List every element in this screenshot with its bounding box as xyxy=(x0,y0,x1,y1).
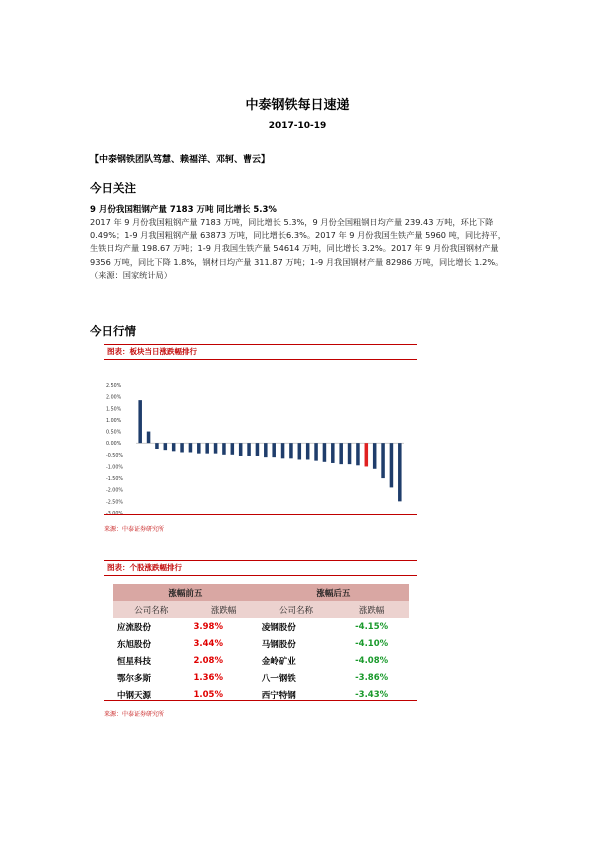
sector-bar xyxy=(390,443,394,487)
gainer-change: 2.08% xyxy=(193,655,223,666)
gainer-name: 中钢天源 xyxy=(117,690,152,701)
sector-bar xyxy=(239,443,243,456)
sector-bar xyxy=(180,443,184,452)
news-paragraph: 2017 年 9 月份我国粗钢产量 7183 万吨，同比增长 5.3%，9 月份全国粗钢日均产量 239.43 万吨，环比下降 0.49%；1-9 月我国粗钢产量 63873 万吨，同比增长6.3%。2017 年 9 月份我国生铁产量 5960 吨，同比持平，生铁日均产量 198.67 万吨；1-9 月我国生铁产量 54614 万吨，同比增长 3.2%。2017 年 9 月份我国钢材产量 9356 万吨，同比下降 1.8%，钢材日均产量 311.87 万吨；1-9 月我国钢材产量 82986 万吨，同比增长 1.2%。 xyxy=(90,217,506,267)
column-header: 公司名称 xyxy=(113,601,190,618)
section-heading-market: 今日行情 xyxy=(90,324,136,338)
y-tick-label: 0.50% xyxy=(106,430,122,436)
sector-bar xyxy=(197,443,201,453)
sector-bar xyxy=(164,443,168,450)
table-row xyxy=(113,652,409,669)
news-headline: 9 月份我国粗钢产量 7183 万吨 同比增长 5.3% xyxy=(90,205,277,215)
table-subheader-row xyxy=(113,601,409,618)
y-tick-label: 1.50% xyxy=(106,407,122,413)
figure-title: 图表：板块当日涨跌幅排行 xyxy=(104,344,417,360)
header-top-gainers: 涨幅前五 xyxy=(113,584,258,601)
column-header: 涨跌幅 xyxy=(190,601,258,618)
sector-bar xyxy=(314,443,318,460)
gainer-change: 3.98% xyxy=(193,621,223,632)
sector-bar xyxy=(348,443,352,464)
y-tick-label: -2.00% xyxy=(106,488,123,494)
column-header: 公司名称 xyxy=(258,601,335,618)
figure-title: 图表：个股涨跌幅排行 xyxy=(104,560,417,576)
sector-bar xyxy=(381,443,385,478)
table-row xyxy=(113,618,409,635)
loser-change: -3.86% xyxy=(355,672,389,683)
loser-name: 八一钢铁 xyxy=(261,673,296,684)
column-header: 涨跌幅 xyxy=(334,601,409,618)
section-heading-focus: 今日关注 xyxy=(90,181,136,195)
sector-bar xyxy=(222,443,226,455)
author-line: 【中泰钢铁团队笃慧、赖福洋、邓轲、曹云】 xyxy=(90,155,271,165)
sector-bar xyxy=(339,443,343,464)
gainer-name: 鄂尔多斯 xyxy=(117,673,152,684)
sector-bar xyxy=(272,443,276,457)
y-tick-label: 1.00% xyxy=(106,418,122,424)
sector-change-chart xyxy=(104,360,417,520)
loser-name: 马钢股份 xyxy=(261,639,296,650)
figure-source: 来源：中泰证券研究所 xyxy=(104,526,165,533)
gainer-change: 1.05% xyxy=(193,689,223,700)
table-header-row xyxy=(113,584,409,601)
sector-bar xyxy=(147,432,151,444)
y-tick-label: -1.50% xyxy=(106,477,123,483)
sector-bar xyxy=(306,443,310,459)
loser-name: 金岭矿业 xyxy=(261,656,296,667)
sector-bar xyxy=(264,443,268,457)
y-tick-label: -3.00% xyxy=(106,512,123,517)
header-top-losers: 涨幅后五 xyxy=(258,584,409,601)
gainer-name: 东旭股份 xyxy=(117,639,152,650)
sector-bar xyxy=(155,443,159,449)
sector-bar xyxy=(356,443,360,465)
stock-rank-table xyxy=(113,584,409,703)
gainer-change: 1.36% xyxy=(193,672,223,683)
sector-bar xyxy=(172,443,176,451)
sector-bar xyxy=(289,443,293,458)
loser-change: -3.43% xyxy=(355,689,389,700)
sector-bar xyxy=(231,443,235,455)
y-tick-label: -2.50% xyxy=(106,500,123,506)
sector-bar xyxy=(323,443,327,462)
sector-bar xyxy=(256,443,260,456)
table-row xyxy=(113,635,409,652)
sector-bar xyxy=(331,443,335,463)
stock-rank-figure xyxy=(104,560,417,576)
y-tick-label: 2.50% xyxy=(106,384,122,389)
sector-bar xyxy=(373,443,377,469)
sector-bar xyxy=(205,443,209,453)
y-tick-label: 0.00% xyxy=(106,442,122,448)
news-body xyxy=(90,216,514,282)
gainer-name: 恒星科技 xyxy=(117,656,152,667)
loser-change: -4.08% xyxy=(355,655,389,666)
loser-name: 西宁特钢 xyxy=(261,690,296,701)
report-date: 2017-10-19 xyxy=(268,121,327,131)
sector-bar xyxy=(281,443,285,458)
loser-name: 凌钢股份 xyxy=(261,622,296,633)
table-row xyxy=(113,669,409,686)
y-tick-label: -1.00% xyxy=(106,465,123,471)
figure-source: 来源：中泰证券研究所 xyxy=(104,711,165,718)
figure-divider xyxy=(104,514,417,515)
figure-divider xyxy=(104,700,417,701)
sector-bar xyxy=(138,400,142,443)
sector-bar xyxy=(189,443,193,452)
report-title: 中泰钢铁每日速递 xyxy=(245,98,350,113)
y-tick-label: -0.50% xyxy=(106,453,123,459)
sector-bar xyxy=(247,443,251,456)
y-tick-label: 2.00% xyxy=(106,395,122,401)
loser-change: -4.10% xyxy=(355,638,389,649)
sector-bar xyxy=(214,443,218,453)
gainer-change: 3.44% xyxy=(193,638,223,649)
sector-chart-figure xyxy=(104,344,417,524)
gainer-name: 应流股份 xyxy=(117,622,152,633)
loser-change: -4.15% xyxy=(355,621,389,632)
sector-bar xyxy=(365,443,369,466)
sector-bar xyxy=(398,443,402,501)
sector-bar xyxy=(298,443,302,459)
news-source: （来源：国家统计局） xyxy=(90,269,172,280)
